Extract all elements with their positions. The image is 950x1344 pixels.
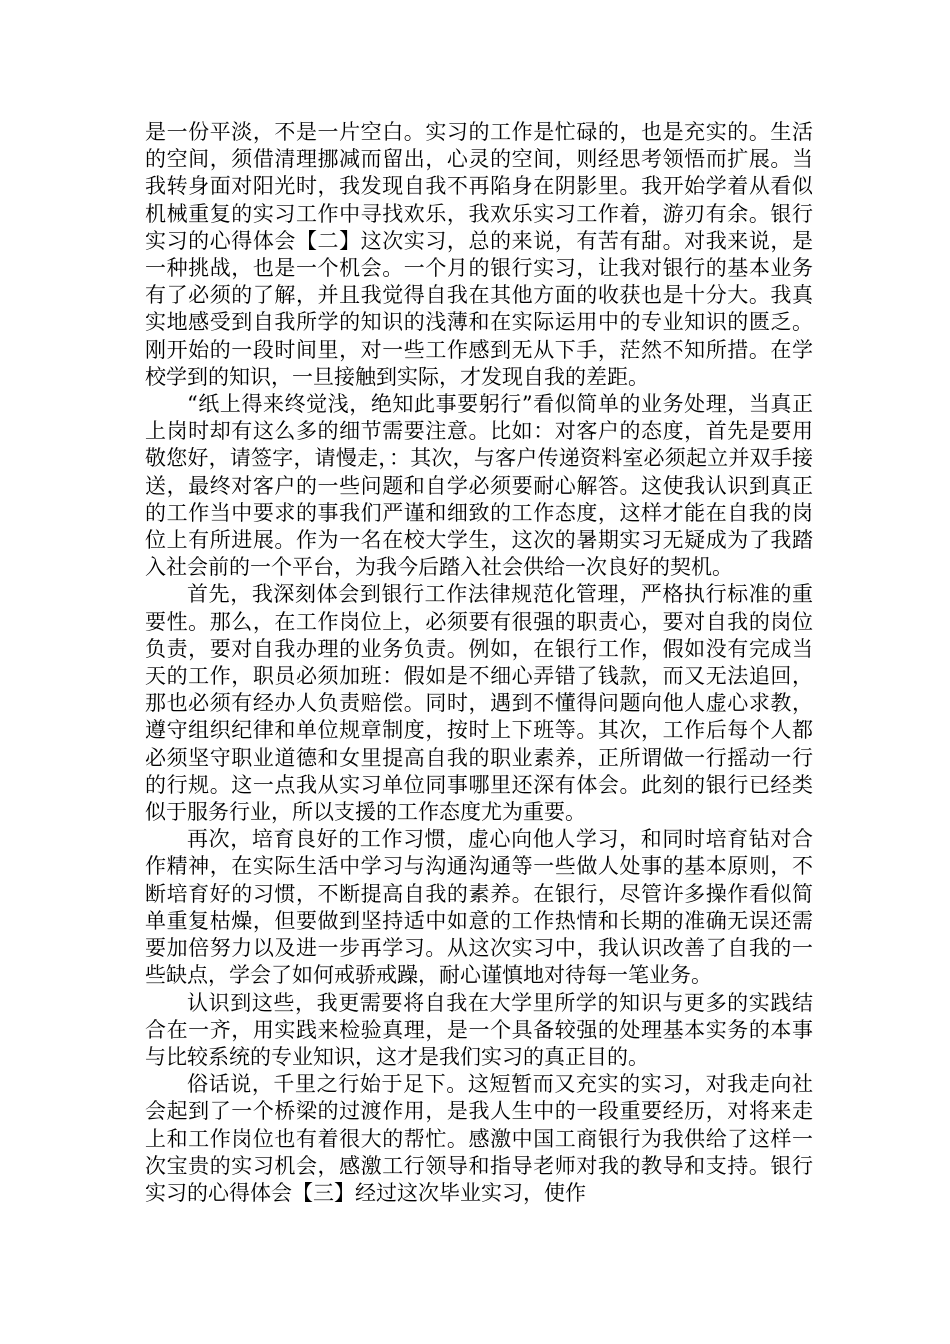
paragraph-2: “纸上得来终觉浅，绝知此事要躬行”看似简单的业务处理，当真正上岗时却有这么多的细节需要注意。比如：对客户的态度，首先是要用敬您好，请签字，请慢走，：其次，与客户传递资料室必须起立并双手接送，最终对客户的一些问题和自学必须要耐心解答。这使我认识到真正的工作当中要求的事我们严谨和细致的工作态度，这样才能在自我的岗位上有所进展。作为一名在校大学生，这次的暑期实习无疑成为了我踏入社会前的一个平台，为我今后踏入社会供给一次良好的契机。 bbox=[145, 392, 813, 580]
document-body bbox=[145, 119, 813, 1207]
paragraph-6: 俗话说，千里之行始于足下。这短暂而又充实的实习，对我走向社会起到了一个桥梁的过渡作用，是我人生中的一段重要经历，对将来走上和工作岗位也有着很大的帮忙。感激中国工商银行为我供给了这样一次宝贵的实习机会，感激工行领导和指导老师对我的教导和支持。银行实习的心得体会【三】经过这次毕业实习，使作 bbox=[145, 1072, 813, 1205]
paragraph-1: 是一份平淡，不是一片空白。实习的工作是忙碌的，也是充实的。生活的空间，须借清理挪减而留出，心灵的空间，则经思考领悟而扩展。当我转身面对阳光时，我发现自我不再陷身在阴影里。我开始学着从看似机械重复的实习工作中寻找欢乐，我欢乐实习工作着，游刃有余。银行实习的心得体会【二】这次实习，总的来说，有苦有甜。对我来说，是一种挑战，也是一个机会。一个月的银行实习，让我对银行的基本业务有了必须的了解，并且我觉得自我在其他方面的收获也是十分大。我真实地感受到自我所学的知识的浅薄和在实际运用中的专业知识的匮乏。刚开始的一段时间里，对一些工作感到无从下手，茫然不知所措。在学校学到的知识，一旦接触到实际，才发现自我的差距。 bbox=[145, 120, 813, 389]
paragraph-5: 认识到这些，我更需要将自我在大学里所学的知识与更多的实践结合在一齐，用实践来检验真理，是一个具备较强的处理基本实务的本事与比较系统的专业知识，这才是我们实习的真正目的。 bbox=[145, 990, 813, 1069]
paragraph-4: 再次，培育良好的工作习惯，虚心向他人学习，和同时培育钻对合作精神，在实际生活中学习与沟通沟通等一些做人处事的基本原则，不断培育好的习惯，不断提高自我的素养。在银行，尽管许多操作看似简单重复枯燥，但要做到坚持适中如意的工作热情和长期的准确无误还需要加倍努力以及进一步再学习。从这次实习中，我认识改善了自我的一些缺点，学会了如何戒骄戒躁，耐心谨慎地对待每一笔业务。 bbox=[145, 827, 813, 988]
paragraph-3: 首先，我深刻体会到银行工作法律规范化管理，严格执行标准的重要性。那么，在工作岗位上，必须要有很强的职责心，要对自我的岗位负责，要对自我办理的业务负责。例如，在银行工作，假如没有完成当天的工作，职员必须加班：假如是不细心弄错了钱款，而又无法追回，那也必须有经办人负责赔偿。同时，遇到不懂得问题向他人虚心求教，遵守组织纪律和单位规章制度，按时上下班等。其次，工作后每个人都必须坚守职业道德和女里提高自我的职业素养，正所谓做一行摇动一行的行规。这一点我从实习单位同事哪里还深有体会。此刻的银行已经类似于服务行业，所以支援的工作态度尤为重要。 bbox=[145, 582, 813, 825]
